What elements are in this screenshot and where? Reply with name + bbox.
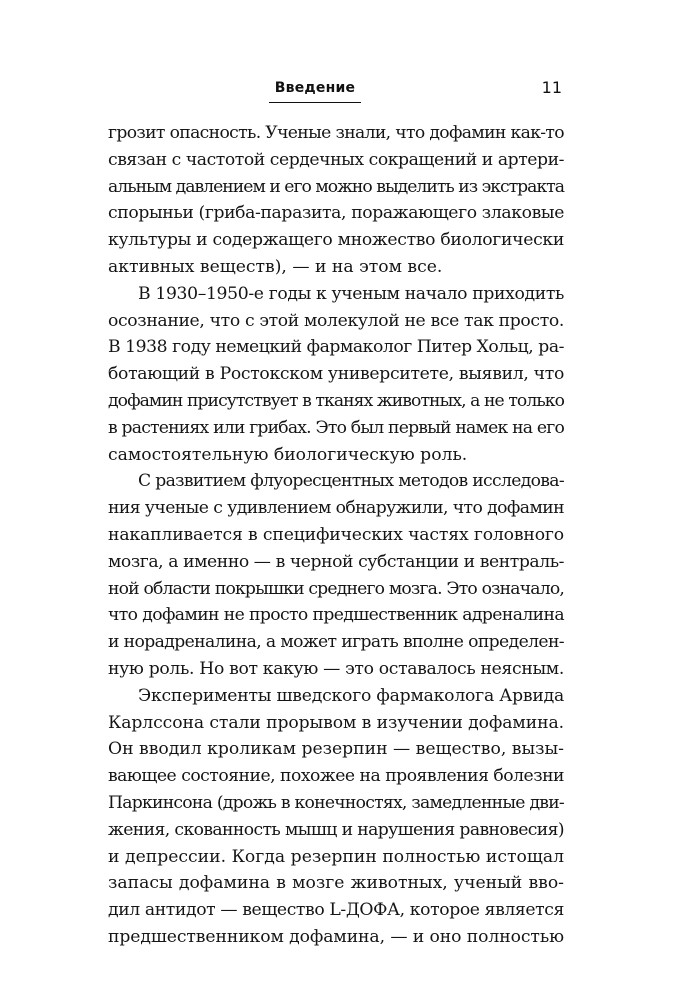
text-line: Паркинсона (дрожь в конечностях, замедленные дви-	[108, 792, 564, 813]
text-line: В 1938 году немецкий фармаколог Питер Хольц, ра-	[108, 337, 564, 358]
text-line: альным давлением и его можно выделить из экстракта	[108, 176, 564, 197]
text-line: осознание, что с этой молекулой не все так просто.	[108, 310, 564, 331]
text-line: что дофамин не просто предшественник адреналина	[108, 605, 564, 626]
paragraph-2	[108, 281, 564, 469]
text-line: ботающий в Ростокском университете, выявил, что	[108, 364, 564, 385]
text-line: С развитием флуоресцентных методов исследова-	[138, 471, 564, 492]
text-line: предшественником дофамина, — и оно полностью	[108, 926, 564, 947]
text-line: спорыньи (гриба-паразита, поражающего злаковые	[108, 203, 564, 224]
text-line: В 1930–1950-е годы к ученым начало приходить	[138, 283, 564, 304]
text-line: дил антидот — вещество L-ДОФА, которое является	[108, 900, 564, 921]
text-line: грозит опасность. Ученые знали, что дофамин как-то	[108, 123, 564, 143]
text-line: и депрессии. Когда резерпин полностью истощал	[108, 846, 564, 867]
text-line: дофамин присутствует в тканях животных, а не только	[108, 390, 564, 411]
text-line: самостоятельную биологическую роль.	[108, 444, 468, 465]
running-head-title: Введение	[274, 80, 356, 96]
text-line: Карлссона стали прорывом в изучении дофамина.	[108, 712, 564, 733]
text-line: ной области покрышки среднего мозга. Это означало,	[108, 578, 564, 599]
text-line: Эксперименты шведского фармаколога Арвида	[138, 685, 564, 706]
text-line: в растениях или грибах. Это был первый намек на его	[108, 417, 564, 438]
text-line: активных веществ), — и на этом все.	[108, 256, 443, 277]
text-line: ную роль. Но вот какую — это оставалось неясным.	[108, 658, 564, 679]
text-line: мозга, а именно — в черной субстанции и вентраль-	[108, 551, 564, 572]
paragraph-4	[108, 683, 564, 951]
text-line: ния ученые с удивлением обнаружили, что дофамин	[108, 498, 564, 519]
paragraph-3	[108, 468, 564, 682]
page-number: 11	[541, 78, 562, 97]
text-line: жения, скованность мышц и нарушения равновесия)	[108, 819, 564, 840]
body-text	[108, 120, 564, 951]
text-line: культуры и содержащего множество биологически	[108, 230, 564, 251]
paragraph-1	[108, 120, 564, 281]
running-head-rule	[269, 102, 361, 103]
text-line: связан с частотой сердечных сокращений и артери-	[108, 149, 564, 170]
text-line: запасы дофамина в мозге животных, ученый вво-	[108, 873, 564, 894]
text-line: Он вводил кроликам резерпин — вещество, вызы-	[108, 739, 564, 760]
text-line: накапливается в специфических частях головного	[108, 524, 564, 545]
text-line: вающее состояние, похожее на проявления болезни	[108, 766, 564, 787]
text-line: и норадреналина, а может играть вполне определен-	[108, 632, 564, 653]
